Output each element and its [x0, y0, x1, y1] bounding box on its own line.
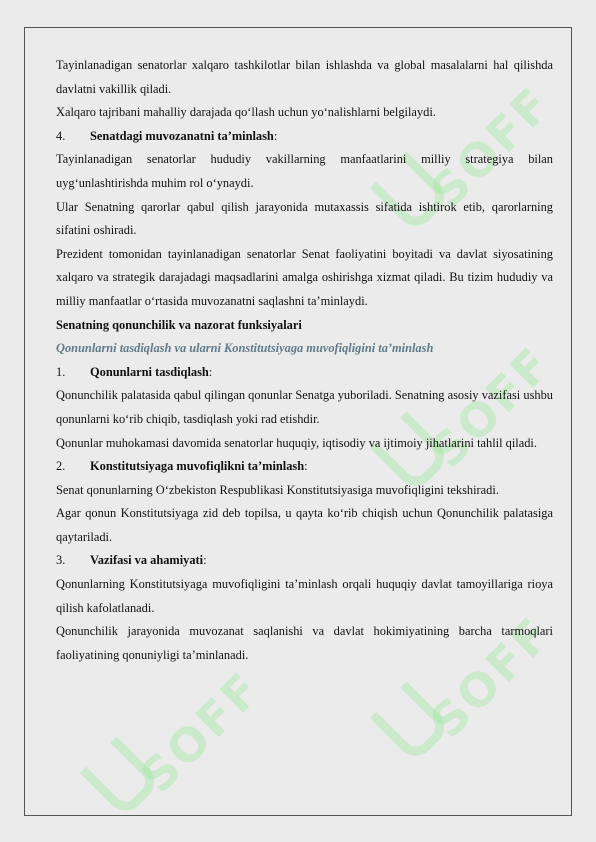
numbered-heading-title: Konstitutsiyaga muvofiqlikni ta’minlash: [90, 459, 305, 474]
document-body: [56, 54, 553, 667]
paragraph: Tayinlanadigan senatorlar xalqaro tashkilotlar bilan ishlashda va global masalalarni hal qilishda davlatni vakillik qiladi.: [56, 58, 553, 96]
numbered-heading: [56, 549, 553, 573]
numbered-heading-title: Qonunlarni tasdiqlash: [90, 364, 209, 379]
paragraph: Qonunchilik jarayonida muvozanat saqlanishi va davlat hokimiyatining barcha tarmoqlari faoliyatining qonuniyligi ta’minlanadi.: [56, 624, 553, 662]
section-heading: Senatning qonunchilik va nazorat funksiyalari: [56, 317, 302, 332]
section-subheading: Qonunlarni tasdiqlash va ularni Konstitutsiyaga muvofiqligini ta’minlash: [56, 341, 434, 356]
list-number: 4.: [56, 128, 66, 143]
list-number: 3.: [56, 553, 66, 568]
watermark-text: SOFF: [420, 75, 563, 219]
heading-suffix: :: [273, 128, 278, 143]
list-number: 1.: [56, 364, 66, 379]
watermark-text: SOFF: [420, 335, 563, 479]
paragraph: Tayinlanadigan senatorlar hududiy vakillarning manfaatlarini milliy strategiya bilan uyg‘unlashtirishda muhim rol o‘ynaydi.: [56, 152, 553, 190]
paragraph: Qonunlarning Konstitutsiyaga muvofiqligini ta’minlash orqali huquqiy davlat tamoyillariga rioya qilish kafolatlanadi.: [56, 577, 553, 615]
numbered-heading-title: Senatdagi muvozanatni ta’minlash: [90, 128, 274, 143]
numbered-heading-title: Vazifasi va ahamiyati: [90, 553, 204, 568]
paragraph: Agar qonun Konstitutsiyaga zid deb topilsa, u qayta ko‘rib chiqish uchun Qonunchilik palatasiga qaytariladi.: [56, 506, 553, 544]
paragraph: Qonunlar muhokamasi davomida senatorlar huquqiy, iqtisodiy va ijtimoiy jihatlarini tahlil qiladi.: [56, 435, 537, 450]
heading-suffix: :: [304, 459, 308, 474]
watermark-text: SOFF: [420, 605, 563, 749]
paragraph: Xalqaro tajribani mahalliy darajada qo‘llash uchun yo‘nalishlarni belgilaydi.: [56, 105, 436, 120]
numbered-heading: [56, 125, 553, 149]
paragraph: Prezident tomonidan tayinlanadigan senatorlar Senat faoliyatini boyitadi va davlat siyosatining xalqaro va strategik darajadagi maqsadlarini amalga oshirishga xizmat qiladi. Bu tizim hududiy va milliy manfaatlar o‘rtasida muvozanatni saqlashni ta’minlaydi.: [56, 246, 553, 308]
list-number: 2.: [56, 459, 66, 474]
heading-suffix: :: [208, 364, 213, 379]
paragraph: Ular Senatning qarorlar qabul qilish jarayonida mutaxassis sifatida ishtirok etib, qarorlarning sifatini oshiradi.: [56, 199, 553, 238]
numbered-heading: [56, 361, 553, 385]
heading-suffix: :: [203, 553, 207, 568]
paragraph: Senat qonunlarning O‘zbekiston Respublikasi Konstitutsiyasiga muvofiqligini tekshiradi.: [56, 482, 499, 497]
numbered-heading: [56, 455, 553, 479]
paragraph: Qonunchilik palatasida qabul qilingan qonunlar Senatga yuboriladi. Senatning asosiy vazifasi ushbu qonunlarni ko‘rib chiqib, tasdiqlash yoki rad etishdir.: [56, 388, 553, 426]
watermark-text: SOFF: [130, 660, 273, 804]
